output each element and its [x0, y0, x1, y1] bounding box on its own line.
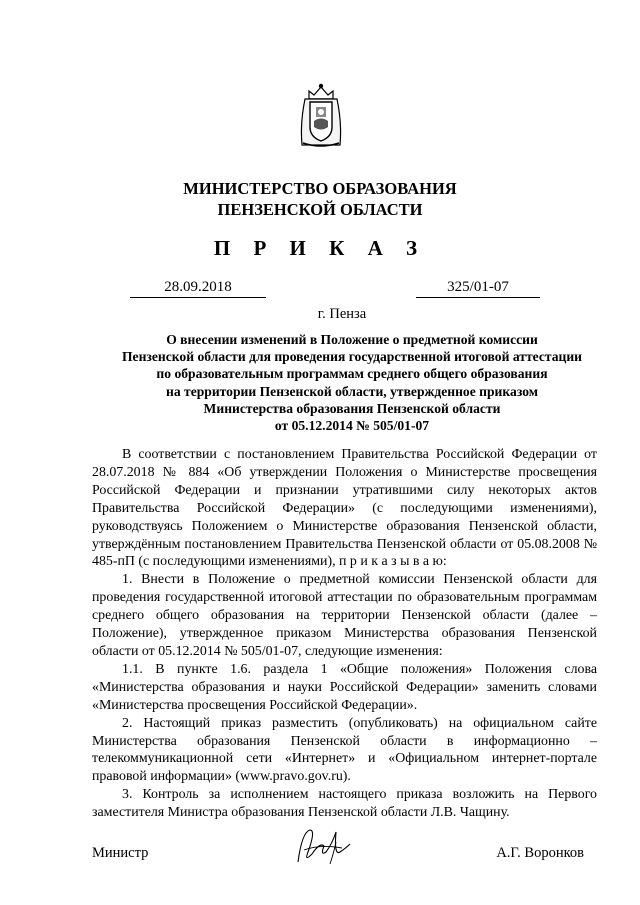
order-date: 28.09.2018 — [164, 279, 232, 295]
subject-line: Министерства образования Пензенской области — [203, 400, 501, 416]
ministry-name-line1: МИНИСТЕРСТВО ОБРАЗОВАНИЯ — [183, 179, 457, 198]
handwritten-signature — [290, 822, 360, 872]
subject-line: О внесении изменений в Положение о предметной комиссии — [166, 332, 538, 347]
coat-of-arms-icon — [296, 83, 346, 151]
body-paragraph: 1.1. В пункте 1.6. раздела 1 «Общие положения» Положения слова «Министерства образования и науки Российской Федерации» заменить словами «Министерства просвещения Российской Федерации». — [92, 661, 597, 713]
order-subject — [92, 331, 612, 434]
date-underline — [130, 297, 266, 298]
body-paragraph: В соответствии с постановлением Правительства Российской Федерации от 28.07.2018 № 884 «Об утверждении Положения о Министерстве просвещения Российской Федерации и признании утратившими силу некоторых актов Правительства Российской Федерации» (с последующими изменениями), руководствуясь Положением о Министерстве образования Пензенской области, утверждённым постановлением Правительства Пензенской области от 05.08.2008 № 485-пП (с последующими изменениями), п р и к а з ы в а ю: — [92, 447, 597, 570]
city: г. Пенза — [317, 306, 367, 322]
body-paragraph: 1. Внести в Положение о предметной комиссии Пензенской области для проведения государственной итоговой аттестации по образовательным программам среднего общего образования на территории Пензенской области (далее – Положение), утвержденное приказом Министерства образования Пензенской области от 05.12.2014 № 505/01-07, следующие изменения: — [92, 572, 597, 659]
document-type-heading: П Р И К А З — [213, 236, 427, 260]
signatory-title: Министр — [92, 845, 149, 861]
number-underline — [416, 297, 540, 298]
subject-line: на территории Пензенской области, утвержденное приказом — [165, 383, 538, 399]
body-paragraph: 2. Настоящий приказ разместить (опубликовать) на официальном сайте Министерства образования Пензенской области в информационно – телекоммуникационной сети «Интернет» и «Официальном интернет-портале правовой информации» (www.pravo.gov.ru). — [92, 715, 597, 785]
ministry-name-line2: ПЕНЗЕНСКОЙ ОБЛАСТИ — [217, 200, 423, 219]
body-paragraph: 3. Контроль за исполнением настоящего приказа возложить на Первого заместителя Министра образования Пензенской области Л.В. Чащину. — [92, 787, 597, 821]
signatory-name: А.Г. Воронков — [496, 845, 584, 861]
subject-line: от 05.12.2014 № 505/01-07 — [274, 418, 430, 434]
subject-line: Пензенской области для проведения государственной итоговой аттестации — [121, 349, 583, 365]
order-body — [92, 446, 597, 822]
order-number: 325/01-07 — [447, 279, 509, 295]
subject-line: по образовательным программам среднего общего образования — [156, 366, 548, 382]
